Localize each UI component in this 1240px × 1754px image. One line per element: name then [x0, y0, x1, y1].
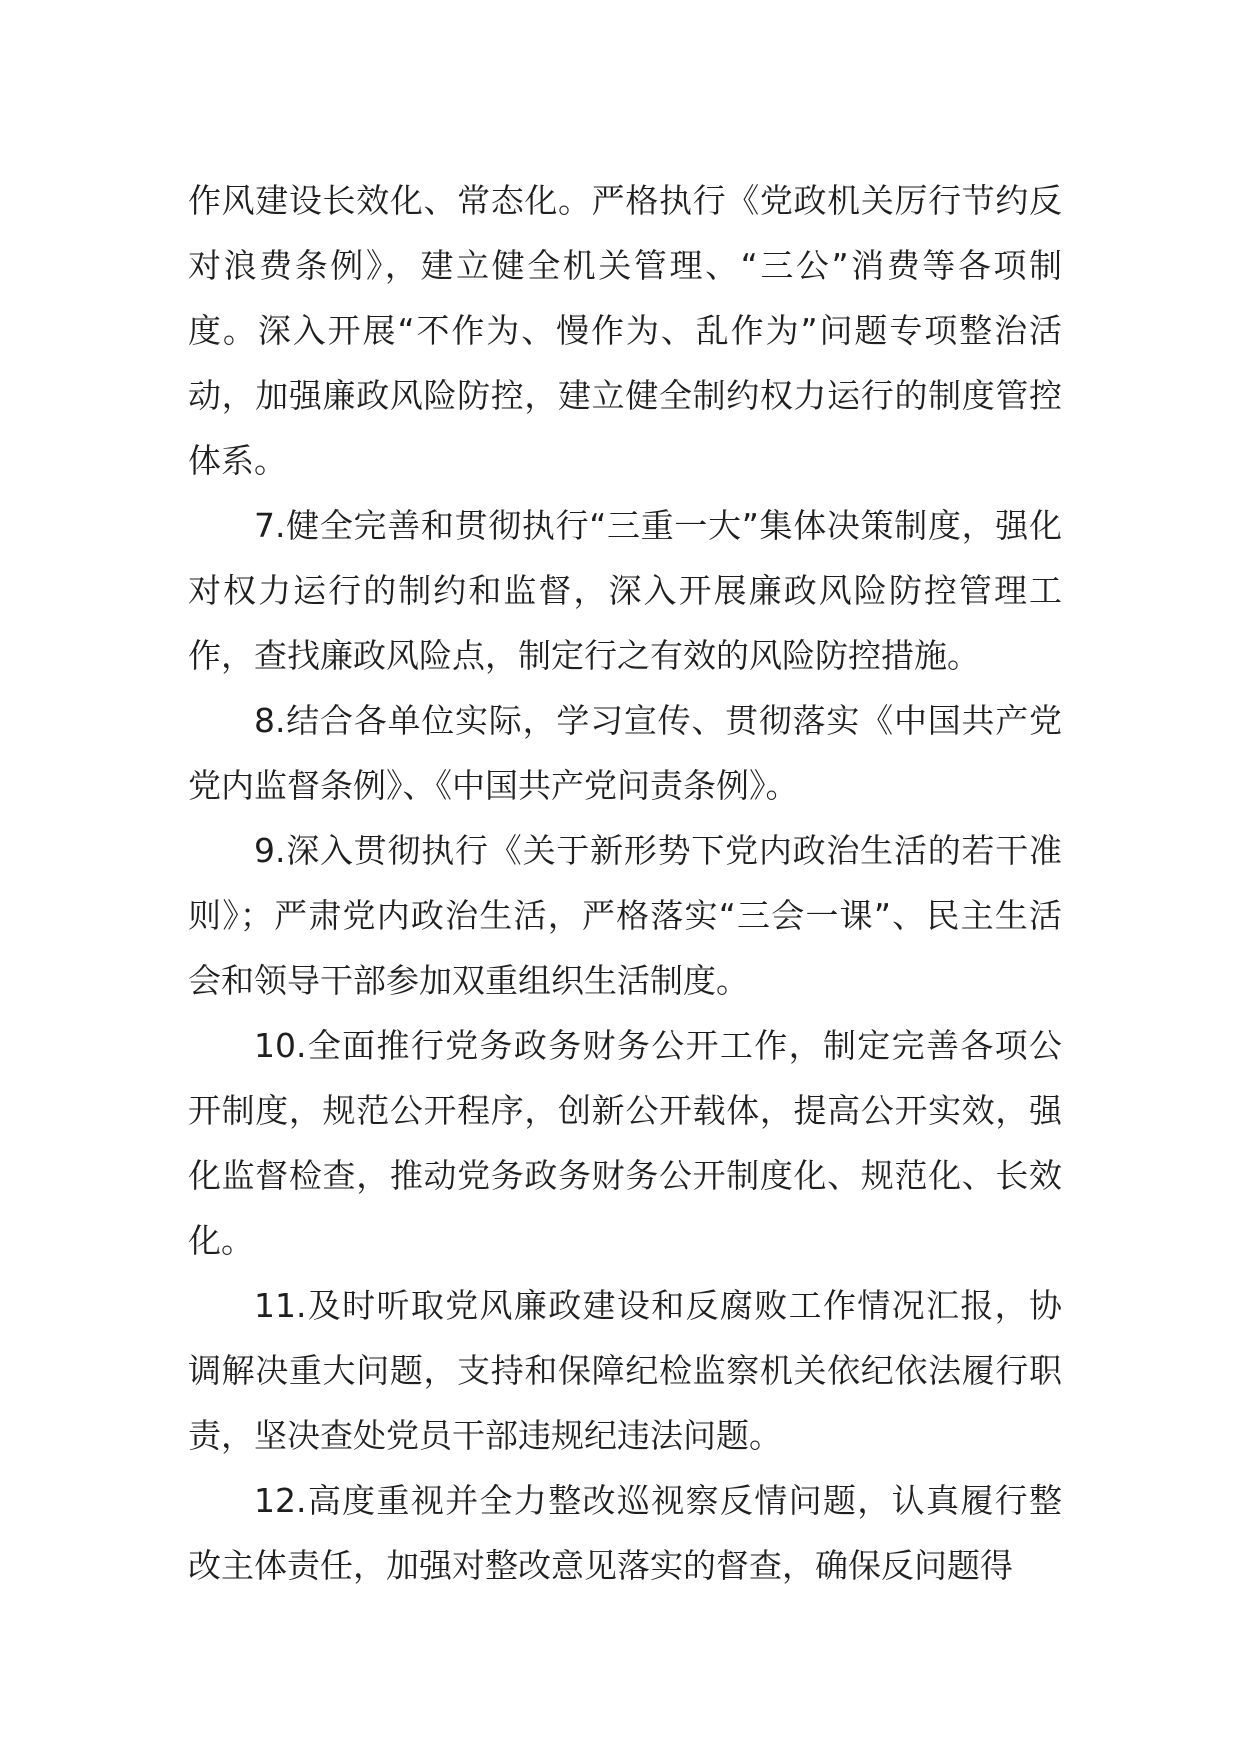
paragraph-item-12: 12.高度重视并全力整改巡视察反情问题，认真履行整改主体责任，加强对整改意见落实的督查，确保反问题得 — [188, 1481, 1062, 1585]
paragraph-item-7: 7.健全完善和贯彻执行“三重一大”集体决策制度，强化对权力运行的制约和监督，深入开展廉政风险防控管理工作，查找廉政风险点，制定行之有效的风险防控措施。 — [188, 506, 1062, 675]
paragraph-item-11: 11.及时听取党风廉政建设和反腐败工作情况汇报，协调解决重大问题，支持和保障纪检监察机关依纪依法履行职责，坚决查处党员干部违规纪违法问题。 — [188, 1286, 1062, 1455]
paragraph-item-9: 9.深入贯彻执行《关于新形势下党内政治生活的若干准则》；严肃党内政治生活，严格落实“三会一课”、民主生活会和领导干部参加双重组织生活制度。 — [188, 831, 1062, 1000]
paragraph-item-10: 10.全面推行党务政务财务公开工作，制定完善各项公开制度，规范公开程序，创新公开载体，提高公开实效，强化监督检查，推动党务政务财务公开制度化、规范化、长效化。 — [188, 1026, 1062, 1260]
document-body — [188, 168, 1062, 1598]
paragraph-item-8: 8.结合各单位实际，学习宣传、贯彻落实《中国共产党党内监督条例》、《中国共产党问责条例》。 — [188, 701, 1062, 805]
paragraph-continuation: 作风建设长效化、常态化。严格执行《党政机关厉行节约反对浪费条例》，建立健全机关管理、“三公”消费等各项制度。深入开展“不作为、慢作为、乱作为”问题专项整治活动，加强廉政风险防控，建立健全制约权力运行的制度管控体系。 — [188, 181, 1062, 480]
